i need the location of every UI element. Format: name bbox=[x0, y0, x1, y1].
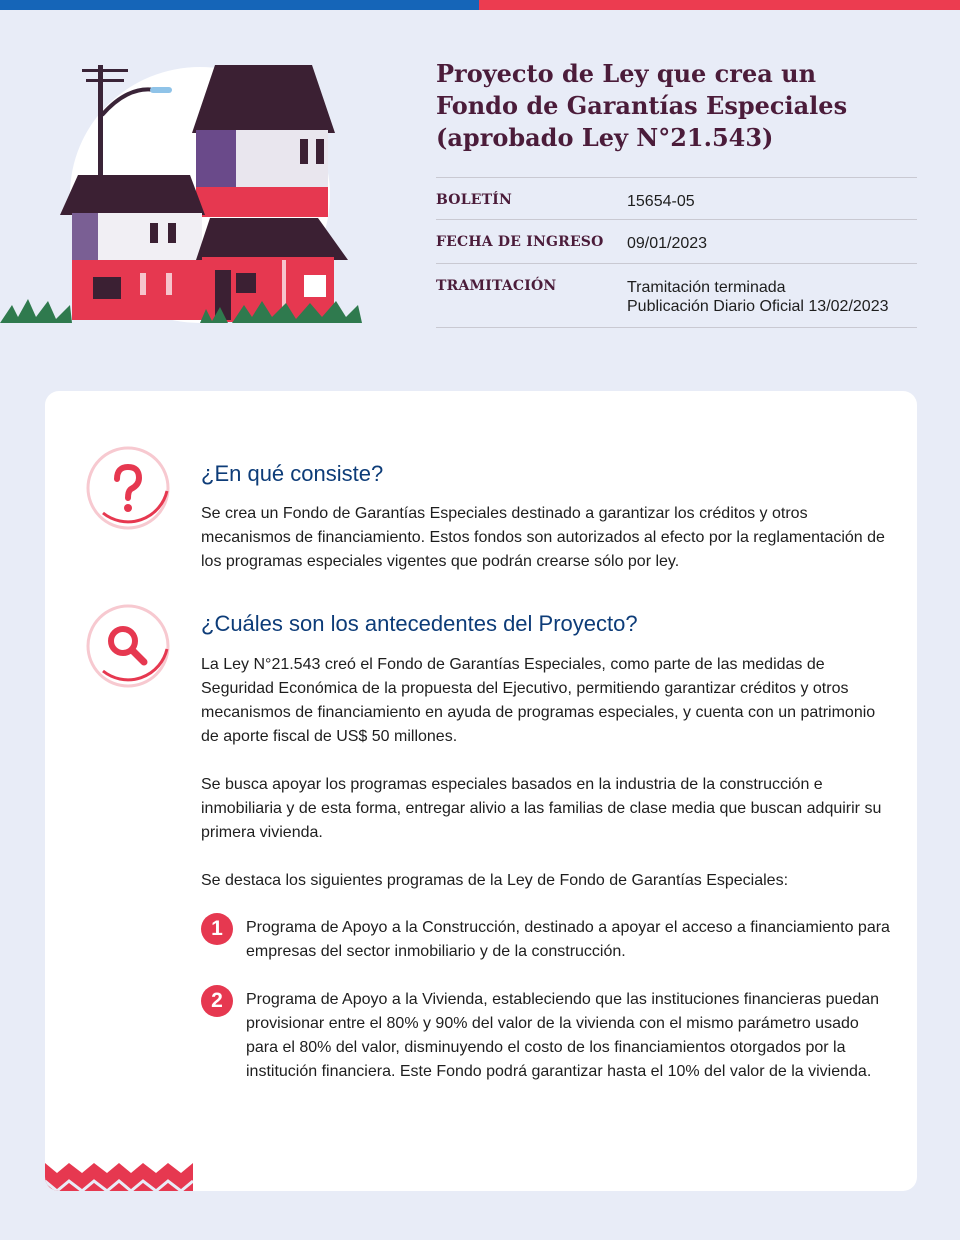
top-bar-red bbox=[479, 0, 960, 10]
zigzag-decoration bbox=[45, 1159, 193, 1191]
meta-row-boletin bbox=[436, 177, 917, 219]
meta-value-boletin: 15654-05 bbox=[627, 193, 695, 210]
content-card bbox=[45, 391, 917, 1191]
section-heading-antecedentes: ¿Cuáles son los antecedentes del Proyecto? bbox=[201, 611, 638, 636]
antecedentes-paragraph-1: La Ley N°21.543 creó el Fondo de Garantías Especiales, como parte de las medidas de Seguridad Económica de la propuesta del Ejecutivo, permitiendo garantizar créditos y otros mecanismos de financiamiento en ayuda de programas especiales, y cuenta con un patrimonio de aporte fiscal de US$ 50 millones. bbox=[201, 656, 876, 745]
metadata-table bbox=[436, 177, 917, 328]
tramitacion-line-2: Publicación Diario Oficial 13/02/2023 bbox=[627, 298, 889, 315]
meta-label-fecha: FECHA DE INGRESO bbox=[436, 234, 604, 250]
program-item-text-2: Programa de Apoyo a la Vivienda, estableciendo que las instituciones financieras puedan provisionar entre el 80% y 90% del valor de la vivienda con el mismo parámetro usado para el 80% del valor, disminuyendo el costo de los financiamientos otorgados por la institución financiera. Este Fondo podrá garantizar hasta el 10% del valor de la vivienda. bbox=[246, 991, 880, 1080]
number-badge-2: 2 bbox=[201, 985, 233, 1017]
page-title: Proyecto de Ley que crea un Fondo de Garantías Especiales (aprobado Ley N°21.543) bbox=[436, 59, 848, 152]
program-item-2 bbox=[201, 988, 891, 1084]
tramitacion-line-1: Tramitación terminada bbox=[627, 279, 786, 296]
number-badge-1: 1 bbox=[201, 913, 233, 945]
meta-value-fecha: 09/01/2023 bbox=[627, 235, 708, 252]
meta-value-tramitacion bbox=[627, 278, 888, 327]
houses-illustration bbox=[0, 55, 365, 330]
magnifier-icon bbox=[85, 603, 171, 689]
top-color-bar bbox=[0, 0, 960, 10]
meta-label-tramitacion: TRAMITACIÓN bbox=[436, 278, 557, 294]
meta-row-tramitacion bbox=[436, 263, 917, 328]
meta-row-fecha bbox=[436, 219, 917, 263]
section-body-consiste: Se crea un Fondo de Garantías Especiales destinado a garantizar los créditos y otros mecanismos de financiamiento. Estos fondos son autorizados al efecto por la reglamentación de los programas especiales vigentes que podrán crearse sólo por ley. bbox=[201, 505, 885, 570]
antecedentes-paragraph-3: Se destaca los siguientes programas de la Ley de Fondo de Garantías Especiales: bbox=[201, 872, 789, 889]
top-bar-blue bbox=[0, 0, 479, 10]
meta-label-boletin: BOLETÍN bbox=[436, 192, 512, 208]
section-heading-consiste: ¿En qué consiste? bbox=[201, 461, 384, 486]
question-mark-icon bbox=[85, 445, 171, 531]
antecedentes-paragraph-2: Se busca apoyar los programas especiales basados en la industria de la construcción e inmobiliaria y de esta forma, entregar alivio a las familias de clase media que buscan adquirir su primera vivienda. bbox=[201, 776, 882, 841]
program-item-1 bbox=[201, 916, 891, 964]
program-item-text-1: Programa de Apoyo a la Construcción, destinado a apoyar el acceso a financiamiento para empresas del sector inmobiliario y de la construcción. bbox=[246, 919, 890, 960]
